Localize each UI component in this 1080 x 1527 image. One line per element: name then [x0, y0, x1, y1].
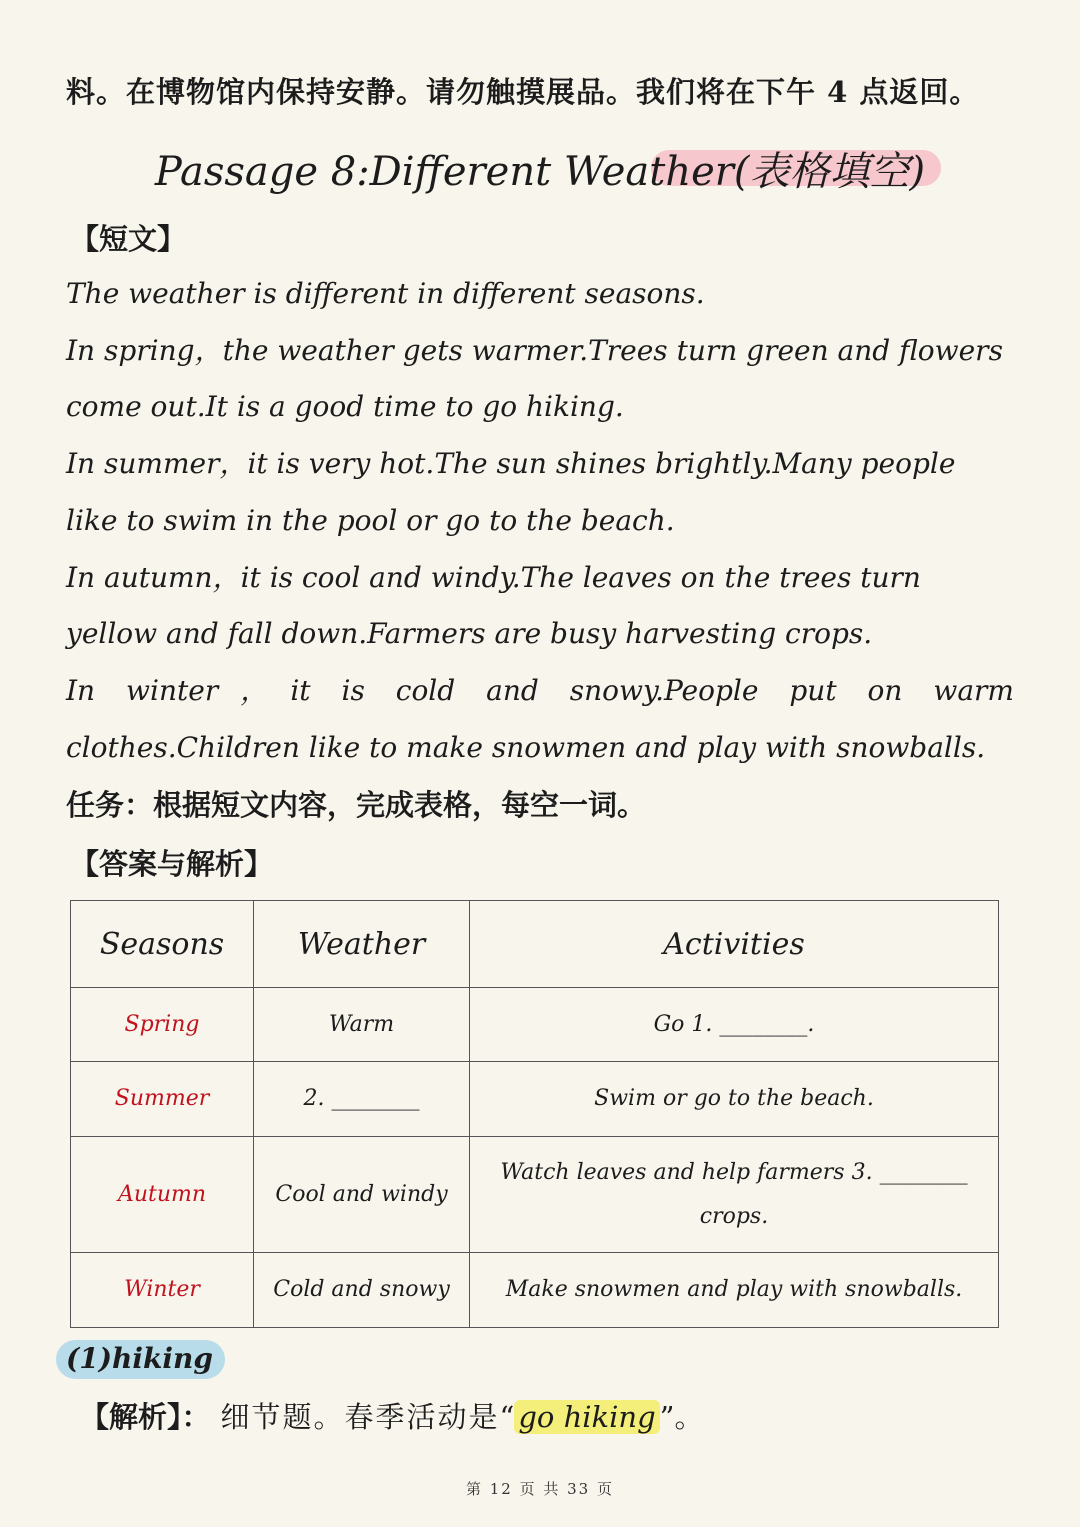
answer-highlight: (1)hiking [56, 1340, 225, 1379]
season-cell: Autumn [71, 1137, 254, 1253]
activity-cell: Swim or go to the beach. [470, 1062, 999, 1137]
answer-heading: 【答案与解析】 [70, 847, 274, 881]
analysis-label: 【解析】： [80, 1400, 211, 1434]
passage-heading: 【短文】 [70, 222, 187, 256]
weather-cell: Warm [254, 988, 470, 1062]
previous-passage-tail: 料。在博物馆内保持安静。请勿触摸展品。我们将在下午 4 点返回。 [66, 75, 980, 109]
weather-table [70, 900, 999, 1328]
table-header-row [71, 901, 999, 988]
header-seasons: Seasons [71, 901, 254, 988]
passage-paragraph: In winter，it is cold and snowy.People put on warm [66, 673, 1014, 707]
quoted-answer: go hiking [514, 1400, 659, 1434]
task-instruction: 任务：根据短文内容，完成表格，每空一词。 [66, 788, 647, 822]
analysis-text: 细节题。春季活动是 [220, 1400, 500, 1434]
passage-paragraph: clothes.Children like to make snowmen and play with snowballs. [66, 730, 986, 764]
weather-cell: 2. ________ [254, 1062, 470, 1137]
title-container [0, 138, 1080, 201]
quote-close: ”。 [659, 1400, 704, 1434]
page-number: 第 12 页 共 33 页 [465, 1480, 614, 1498]
table-row [71, 1253, 999, 1328]
weather-cell: Cold and snowy [254, 1253, 470, 1328]
passage-paragraph: In summer，it is very hot.The sun shines brightly.Many people like to swim in the pool or go to the beach. [66, 447, 956, 537]
weather-cell: Cool and windy [254, 1137, 470, 1253]
header-activities: Activities [470, 901, 999, 988]
table-row [71, 1137, 999, 1253]
passage-paragraph: In spring，the weather gets warmer.Trees turn green and flowers come out.It is a good time to go hiking. [66, 333, 1003, 424]
quote-open: “ [499, 1400, 515, 1434]
passage-paragraph: The weather is different in different seasons. [66, 277, 705, 310]
season-cell: Summer [71, 1062, 254, 1137]
header-weather: Weather [254, 901, 470, 988]
activity-cell: Go 1. ________. [470, 988, 999, 1062]
activity-cell: Make snowmen and play with snowballs. [470, 1253, 999, 1328]
passage-title-text: Passage 8:Different Weather(表格填空) [154, 149, 926, 195]
analysis-line [80, 1395, 703, 1436]
season-cell: Winter [71, 1253, 254, 1328]
table-row [71, 1062, 999, 1137]
season-cell: Spring [71, 988, 254, 1062]
table-row [71, 988, 999, 1062]
passage-paragraph: In autumn，it is cool and windy.The leaves on the trees turn yellow and fall down.Farmers are busy harvesting crops. [66, 560, 921, 651]
activity-cell: Watch leaves and help farmers 3. ________ crops. [470, 1137, 999, 1253]
passage-body [66, 266, 1014, 776]
passage-title [145, 138, 935, 201]
